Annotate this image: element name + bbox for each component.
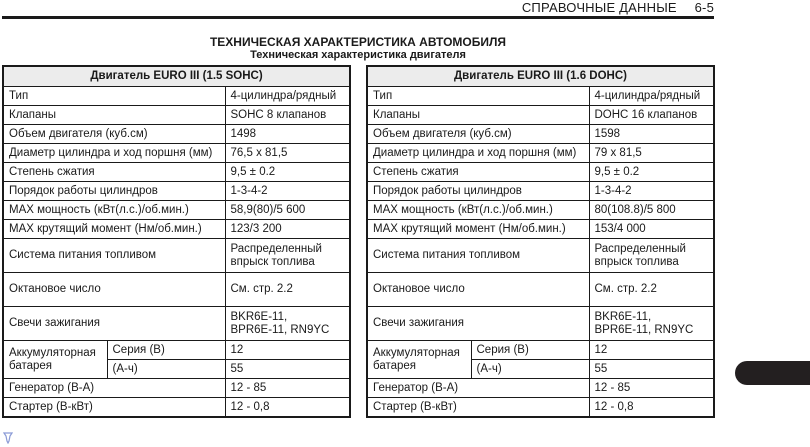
pin-icon bbox=[3, 432, 13, 444]
table-row bbox=[367, 398, 714, 418]
label-line: Аккумуляторная bbox=[9, 346, 96, 359]
table-row bbox=[367, 163, 714, 182]
table-heading: Двигатель EURO III (1.5 SOHC) bbox=[3, 66, 350, 87]
spec-table-1-5-sohc bbox=[2, 65, 351, 418]
row-value: 1-3-4-2 bbox=[589, 182, 714, 201]
table-row bbox=[367, 87, 714, 106]
row-value: DOHC 16 клапанов bbox=[589, 106, 714, 125]
row-value: 12 - 85 bbox=[589, 379, 714, 398]
label-line: батарея bbox=[9, 359, 53, 372]
pin-icon-glyph bbox=[3, 432, 13, 444]
row-value bbox=[589, 307, 714, 341]
header-rule bbox=[2, 16, 714, 19]
page-subtitle: Техническая характеристика двигателя bbox=[250, 49, 466, 61]
spec-table-1-6-dohc bbox=[366, 65, 715, 418]
row-value bbox=[589, 239, 714, 273]
row-label: Степень сжатия bbox=[367, 163, 589, 182]
table-row bbox=[367, 273, 714, 307]
row-label: Стартер (В-кВт) bbox=[3, 398, 225, 418]
table-row bbox=[3, 273, 350, 307]
table-row bbox=[3, 379, 350, 398]
table-row bbox=[367, 201, 714, 220]
row-label: Порядок работы цилиндров bbox=[3, 182, 225, 201]
row-value: См. стр. 2.2 bbox=[225, 273, 350, 307]
value-line: BPR6E-11, RN9YC bbox=[594, 323, 694, 336]
battery-label bbox=[367, 341, 471, 379]
value-line: Распределенный bbox=[594, 242, 686, 255]
row-value: 1-3-4-2 bbox=[225, 182, 350, 201]
row-value: 12 - 85 bbox=[225, 379, 350, 398]
row-label: Диаметр цилиндра и ход поршня (мм) bbox=[367, 144, 589, 163]
row-label: Свечи зажигания bbox=[367, 307, 589, 341]
table-row bbox=[367, 341, 714, 360]
row-value: См. стр. 2.2 bbox=[589, 273, 714, 307]
row-value: 9,5 ± 0.2 bbox=[589, 163, 714, 182]
label-line: батарея bbox=[373, 359, 417, 372]
row-label: Стартер (В-кВт) bbox=[367, 398, 589, 418]
page-number: 6-5 bbox=[694, 0, 714, 15]
row-sublabel: Серия (В) bbox=[471, 341, 589, 360]
row-value: 9,5 ± 0.2 bbox=[225, 163, 350, 182]
table-row bbox=[3, 201, 350, 220]
row-label: Генератор (В-А) bbox=[3, 379, 225, 398]
row-value: SOHC 8 клапанов bbox=[225, 106, 350, 125]
row-value bbox=[225, 307, 350, 341]
row-sublabel: (А-ч) bbox=[471, 360, 589, 379]
table-row bbox=[367, 106, 714, 125]
table-row bbox=[367, 182, 714, 201]
table-row bbox=[3, 239, 350, 273]
row-label: Система питания топливом bbox=[367, 239, 589, 273]
row-label: Диаметр цилиндра и ход поршня (мм) bbox=[3, 144, 225, 163]
table-row bbox=[367, 239, 714, 273]
table-row bbox=[3, 106, 350, 125]
row-value: 123/3 200 bbox=[225, 220, 350, 239]
row-value: 12 bbox=[589, 341, 714, 360]
row-value: 1498 bbox=[225, 125, 350, 144]
value-line: BKR6E-11, bbox=[230, 310, 288, 323]
row-label: Тип bbox=[367, 87, 589, 106]
section-title: СПРАВОЧНЫЕ ДАННЫЕ bbox=[521, 0, 677, 15]
table-row bbox=[3, 307, 350, 341]
row-label: Свечи зажигания bbox=[3, 307, 225, 341]
row-label: MAX мощность (кВт(л.с.)/об.мин.) bbox=[367, 201, 589, 220]
table-row bbox=[3, 125, 350, 144]
row-label: MAX мощность (кВт(л.с.)/об.мин.) bbox=[3, 201, 225, 220]
row-label: Клапаны bbox=[3, 106, 225, 125]
row-label: Степень сжатия bbox=[3, 163, 225, 182]
value-line: впрыск топлива bbox=[230, 255, 315, 268]
table-row bbox=[367, 144, 714, 163]
table-row bbox=[3, 182, 350, 201]
row-label: MAX крутящий момент (Нм/об.мин.) bbox=[3, 220, 225, 239]
row-value: 12 bbox=[225, 341, 350, 360]
battery-label bbox=[3, 341, 107, 379]
table-row bbox=[367, 379, 714, 398]
row-value: 55 bbox=[225, 360, 350, 379]
row-label: Тип bbox=[3, 87, 225, 106]
row-value: 12 - 0,8 bbox=[589, 398, 714, 418]
row-label: Система питания топливом bbox=[3, 239, 225, 273]
row-value: 58,9(80)/5 600 bbox=[225, 201, 350, 220]
row-value: 80(108.8)/5 800 bbox=[589, 201, 714, 220]
row-sublabel: Серия (В) bbox=[107, 341, 225, 360]
row-label: Октановое число bbox=[3, 273, 225, 307]
table-row bbox=[367, 220, 714, 239]
row-value: 79 x 81,5 bbox=[589, 144, 714, 163]
row-sublabel: (А-ч) bbox=[107, 360, 225, 379]
value-line: BKR6E-11, bbox=[594, 310, 652, 323]
row-label: Октановое число bbox=[367, 273, 589, 307]
table-row bbox=[3, 87, 350, 106]
row-label: Объем двигателя (куб.см) bbox=[367, 125, 589, 144]
value-line: Распределенный bbox=[230, 242, 322, 255]
table-heading: Двигатель EURO III (1.6 DOHC) bbox=[367, 66, 714, 87]
table-row bbox=[3, 398, 350, 418]
row-value: 55 bbox=[589, 360, 714, 379]
row-value: 12 - 0,8 bbox=[225, 398, 350, 418]
table-row bbox=[367, 125, 714, 144]
value-line: BPR6E-11, RN9YC bbox=[230, 323, 330, 336]
row-label: Порядок работы цилиндров bbox=[367, 182, 589, 201]
row-value: 4-цилиндра/рядный bbox=[589, 87, 714, 106]
table-row bbox=[3, 220, 350, 239]
page-title: ТЕХНИЧЕСКАЯ ХАРАКТЕРИСТИКА АВТОМОБИЛЯ bbox=[209, 35, 507, 49]
page-header bbox=[522, 0, 714, 15]
label-line: Аккумуляторная bbox=[373, 346, 460, 359]
table-row bbox=[3, 163, 350, 182]
table-row bbox=[367, 307, 714, 341]
table-row bbox=[3, 144, 350, 163]
row-value: 153/4 000 bbox=[589, 220, 714, 239]
chapter-thumb-tab-icon bbox=[735, 361, 810, 385]
row-value: 4-цилиндра/рядный bbox=[225, 87, 350, 106]
row-label: Клапаны bbox=[367, 106, 589, 125]
row-label: MAX крутящий момент (Нм/об.мин.) bbox=[367, 220, 589, 239]
row-value bbox=[225, 239, 350, 273]
row-value: 1598 bbox=[589, 125, 714, 144]
row-label: Генератор (В-А) bbox=[367, 379, 589, 398]
value-line: впрыск топлива bbox=[594, 255, 679, 268]
table-row bbox=[3, 341, 350, 360]
row-value: 76,5 x 81,5 bbox=[225, 144, 350, 163]
row-label: Объем двигателя (куб.см) bbox=[3, 125, 225, 144]
